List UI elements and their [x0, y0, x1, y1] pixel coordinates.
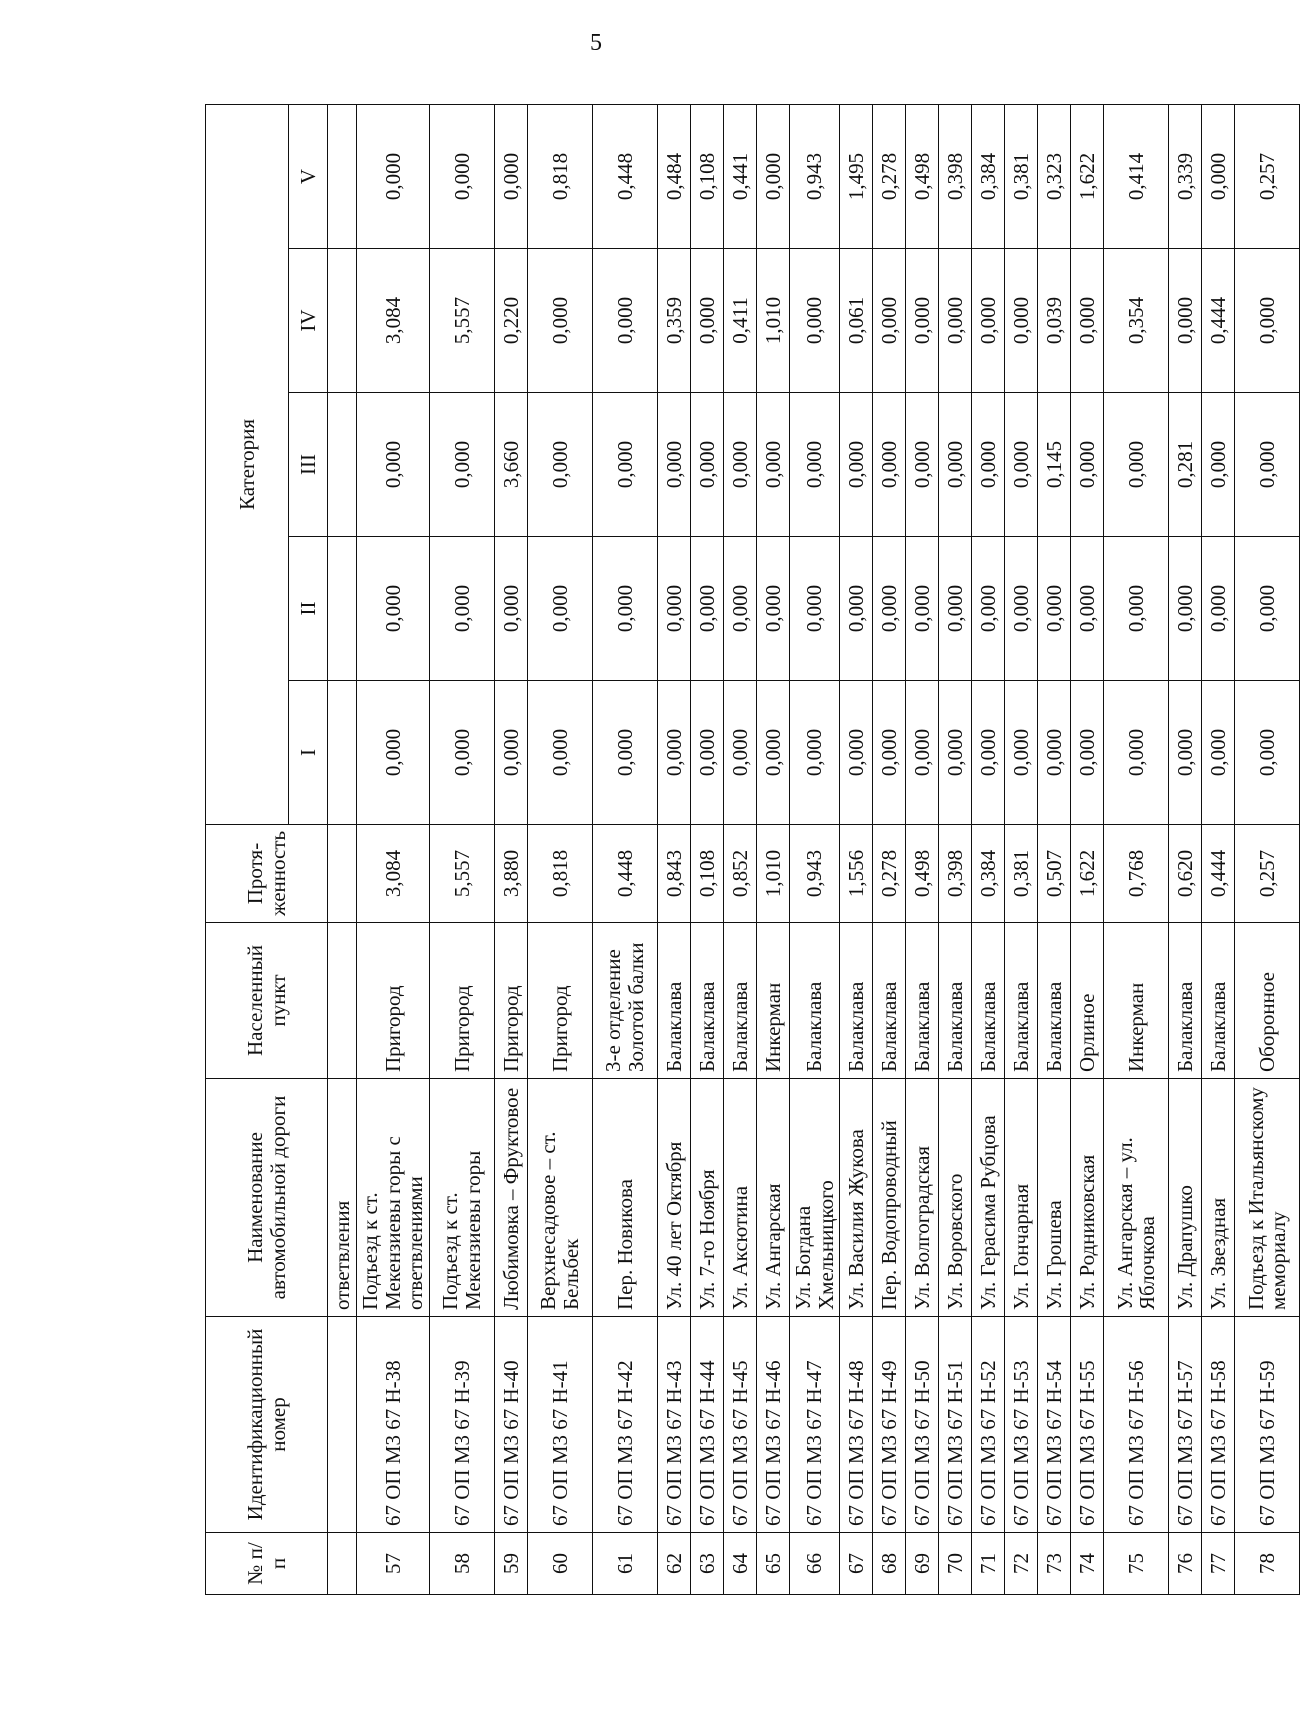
row-cat-4: 0,000: [1235, 249, 1300, 393]
table-row: [873, 104, 906, 1594]
row-cat-4: 0,000: [1169, 249, 1202, 393]
header-row: [206, 104, 289, 1594]
row-place: Балаклава: [1005, 923, 1038, 1079]
row-cat-5: 0,484: [658, 104, 691, 248]
row-cat-2: 0,000: [757, 537, 790, 681]
row-num: 78: [1235, 1533, 1300, 1595]
row-cat-2: 0,000: [906, 537, 939, 681]
row-cat-3: 0,000: [939, 393, 972, 537]
row-id: 67 ОП М3 67 Н-54: [1038, 1317, 1071, 1533]
row-cat-1: 0,000: [1104, 681, 1169, 825]
cat-v-header: V: [289, 104, 328, 248]
row-cat-3: 0,000: [972, 393, 1005, 537]
row-cat-4: 0,000: [939, 249, 972, 393]
row-cat-3: 0,145: [1038, 393, 1071, 537]
row-place: Балаклава: [790, 923, 840, 1079]
row-cat-3: 0,000: [528, 393, 593, 537]
cat-iv-header: IV: [289, 249, 328, 393]
row-cat-1: 0,000: [939, 681, 972, 825]
row-length: 0,381: [1005, 825, 1038, 923]
continuation-text: ответвления: [328, 1079, 357, 1317]
row-cat-5: 0,257: [1235, 104, 1300, 248]
row-id: 67 ОП М3 67 Н-58: [1202, 1317, 1235, 1533]
row-cat-1: 0,000: [1202, 681, 1235, 825]
table-row: [1038, 104, 1071, 1594]
row-name: Верхнесадовое – ст. Бельбек: [528, 1079, 593, 1317]
row-length: 0,507: [1038, 825, 1071, 923]
row-cat-2: 0,000: [1071, 537, 1104, 681]
table-row: [495, 104, 528, 1594]
row-cat-2: 0,000: [972, 537, 1005, 681]
col-place-header: Населенный пункт: [206, 923, 328, 1079]
row-cat-3: 0,000: [1104, 393, 1169, 537]
empty-cell: [328, 104, 357, 248]
row-cat-4: 0,359: [658, 249, 691, 393]
row-cat-3: 0,000: [658, 393, 691, 537]
row-cat-2: 0,000: [430, 537, 495, 681]
row-name: Подъезд к ст. Мекензиевы горы: [430, 1079, 495, 1317]
row-place: Инкерман: [757, 923, 790, 1079]
row-id: 67 ОП М3 67 Н-41: [528, 1317, 593, 1533]
row-length: 0,278: [873, 825, 906, 923]
row-cat-2: 0,000: [1235, 537, 1300, 681]
row-id: 67 ОП М3 67 Н-38: [357, 1317, 430, 1533]
row-length: 1,622: [1071, 825, 1104, 923]
row-cat-2: 0,000: [1005, 537, 1038, 681]
table-row: [1071, 104, 1104, 1594]
row-num: 69: [906, 1533, 939, 1595]
row-place: Балаклава: [1202, 923, 1235, 1079]
row-cat-4: 0,039: [1038, 249, 1071, 393]
row-place: Пригород: [528, 923, 593, 1079]
empty-cell: [328, 923, 357, 1079]
table-row: [1202, 104, 1235, 1594]
row-cat-2: 0,000: [357, 537, 430, 681]
cat-i-header: I: [289, 681, 328, 825]
row-place: Балаклава: [972, 923, 1005, 1079]
row-cat-4: 0,061: [840, 249, 873, 393]
row-id: 67 ОП М3 67 Н-47: [790, 1317, 840, 1533]
row-place: Балаклава: [691, 923, 724, 1079]
row-length: 0,398: [939, 825, 972, 923]
row-num: 77: [1202, 1533, 1235, 1595]
row-num: 71: [972, 1533, 1005, 1595]
row-cat-4: 1,010: [757, 249, 790, 393]
row-cat-5: 0,943: [790, 104, 840, 248]
row-name: Ул. Гончарная: [1005, 1079, 1038, 1317]
row-cat-3: 0,000: [724, 393, 757, 537]
continuation-row: [328, 104, 357, 1594]
row-name: Ул. Волгоградская: [906, 1079, 939, 1317]
row-cat-1: 0,000: [357, 681, 430, 825]
row-length: 0,384: [972, 825, 1005, 923]
row-cat-3: 0,000: [691, 393, 724, 537]
row-cat-5: 0,323: [1038, 104, 1071, 248]
row-cat-1: 0,000: [757, 681, 790, 825]
table-row: [357, 104, 430, 1594]
table-row: [1104, 104, 1169, 1594]
row-cat-2: 0,000: [790, 537, 840, 681]
row-cat-5: 0,818: [528, 104, 593, 248]
row-place: Балаклава: [658, 923, 691, 1079]
row-name: Ул. 7-го Ноября: [691, 1079, 724, 1317]
row-cat-4: 0,411: [724, 249, 757, 393]
row-cat-5: 0,339: [1169, 104, 1202, 248]
row-place: Балаклава: [724, 923, 757, 1079]
row-name: Ул. Василия Жукова: [840, 1079, 873, 1317]
empty-cell: [328, 393, 357, 537]
empty-cell: [328, 825, 357, 923]
row-length: 0,444: [1202, 825, 1235, 923]
row-num: 70: [939, 1533, 972, 1595]
row-name: Любимовка – Фруктовое: [495, 1079, 528, 1317]
row-cat-3: 0,000: [906, 393, 939, 537]
row-length: 0,818: [528, 825, 593, 923]
table-row: [593, 104, 658, 1594]
cat-ii-header: II: [289, 537, 328, 681]
row-cat-4: 0,000: [593, 249, 658, 393]
row-cat-2: 0,000: [658, 537, 691, 681]
row-num: 61: [593, 1533, 658, 1595]
row-name: Пер. Водопроводный: [873, 1079, 906, 1317]
row-cat-1: 0,000: [840, 681, 873, 825]
row-cat-5: 0,000: [357, 104, 430, 248]
row-place: Балаклава: [1169, 923, 1202, 1079]
row-cat-2: 0,000: [1104, 537, 1169, 681]
row-name: Пер. Новикова: [593, 1079, 658, 1317]
row-id: 67 ОП М3 67 Н-48: [840, 1317, 873, 1533]
row-length: 1,010: [757, 825, 790, 923]
row-length: 0,943: [790, 825, 840, 923]
row-id: 67 ОП М3 67 Н-51: [939, 1317, 972, 1533]
row-cat-2: 0,000: [528, 537, 593, 681]
col-name-header: Наименование автомобильной дороги: [206, 1079, 328, 1317]
row-cat-3: 0,000: [873, 393, 906, 537]
row-place: Орлиное: [1071, 923, 1104, 1079]
row-cat-1: 0,000: [1071, 681, 1104, 825]
row-id: 67 ОП М3 67 Н-46: [757, 1317, 790, 1533]
row-id: 67 ОП М3 67 Н-56: [1104, 1317, 1169, 1533]
table-row: [790, 104, 840, 1594]
row-cat-3: 0,000: [593, 393, 658, 537]
row-cat-4: 3,084: [357, 249, 430, 393]
row-cat-5: 0,278: [873, 104, 906, 248]
row-cat-1: 0,000: [593, 681, 658, 825]
row-cat-4: 0,000: [1005, 249, 1038, 393]
row-num: 67: [840, 1533, 873, 1595]
row-name: Ул. Грошева: [1038, 1079, 1071, 1317]
row-name: Ул. Аксютина: [724, 1079, 757, 1317]
row-cat-3: 0,000: [790, 393, 840, 537]
empty-cell: [328, 537, 357, 681]
row-name: Подъезд к Итальянскому мемориалу: [1235, 1079, 1300, 1317]
row-num: 76: [1169, 1533, 1202, 1595]
row-length: 0,620: [1169, 825, 1202, 923]
row-place: Балаклава: [840, 923, 873, 1079]
table-row: [906, 104, 939, 1594]
row-cat-4: 0,354: [1104, 249, 1169, 393]
row-cat-1: 0,000: [430, 681, 495, 825]
row-place: Инкерман: [1104, 923, 1169, 1079]
row-cat-1: 0,000: [1038, 681, 1071, 825]
table-row: [658, 104, 691, 1594]
row-cat-2: 0,000: [691, 537, 724, 681]
row-num: 66: [790, 1533, 840, 1595]
row-cat-3: 0,000: [1005, 393, 1038, 537]
row-cat-1: 0,000: [972, 681, 1005, 825]
row-num: 59: [495, 1533, 528, 1595]
row-cat-2: 0,000: [593, 537, 658, 681]
row-cat-2: 0,000: [724, 537, 757, 681]
row-cat-5: 1,495: [840, 104, 873, 248]
row-cat-1: 0,000: [906, 681, 939, 825]
cat-iii-header: III: [289, 393, 328, 537]
row-num: 75: [1104, 1533, 1169, 1595]
row-length: 0,448: [593, 825, 658, 923]
col-num-header: № п/п: [206, 1533, 328, 1595]
row-length: 0,768: [1104, 825, 1169, 923]
row-cat-4: 0,000: [906, 249, 939, 393]
row-num: 60: [528, 1533, 593, 1595]
row-num: 63: [691, 1533, 724, 1595]
table-row: [430, 104, 495, 1594]
empty-cell: [328, 681, 357, 825]
empty-cell: [328, 1533, 357, 1595]
row-cat-1: 0,000: [873, 681, 906, 825]
row-num: 62: [658, 1533, 691, 1595]
row-cat-4: 0,444: [1202, 249, 1235, 393]
row-name: Ул. 40 лет Октября: [658, 1079, 691, 1317]
row-length: 1,556: [840, 825, 873, 923]
row-num: 73: [1038, 1533, 1071, 1595]
rotated-table-container: [205, 105, 1291, 1595]
row-cat-3: 0,000: [840, 393, 873, 537]
row-id: 67 ОП М3 67 Н-44: [691, 1317, 724, 1533]
table-row: [757, 104, 790, 1594]
row-cat-1: 0,000: [724, 681, 757, 825]
row-id: 67 ОП М3 67 Н-49: [873, 1317, 906, 1533]
row-cat-4: 0,000: [873, 249, 906, 393]
row-id: 67 ОП М3 67 Н-40: [495, 1317, 528, 1533]
row-id: 67 ОП М3 67 Н-45: [724, 1317, 757, 1533]
row-cat-2: 0,000: [1038, 537, 1071, 681]
row-cat-1: 0,000: [658, 681, 691, 825]
row-num: 72: [1005, 1533, 1038, 1595]
row-place: Пригород: [430, 923, 495, 1079]
row-length: 3,084: [357, 825, 430, 923]
row-place: 3-е отделение Золотой балки: [593, 923, 658, 1079]
row-cat-1: 0,000: [1169, 681, 1202, 825]
row-num: 68: [873, 1533, 906, 1595]
row-cat-5: 0,000: [430, 104, 495, 248]
row-length: 0,108: [691, 825, 724, 923]
row-cat-2: 0,000: [873, 537, 906, 681]
row-cat-1: 0,000: [495, 681, 528, 825]
row-id: 67 ОП М3 67 Н-55: [1071, 1317, 1104, 1533]
row-num: 74: [1071, 1533, 1104, 1595]
row-cat-5: 0,398: [939, 104, 972, 248]
row-cat-3: 0,000: [1235, 393, 1300, 537]
row-cat-5: 1,622: [1071, 104, 1104, 248]
row-id: 67 ОП М3 67 Н-39: [430, 1317, 495, 1533]
row-cat-4: 0,220: [495, 249, 528, 393]
row-cat-5: 0,384: [972, 104, 1005, 248]
col-id-header: Идентификационный номер: [206, 1317, 328, 1533]
table-row: [1005, 104, 1038, 1594]
row-name: Ул. Драпушко: [1169, 1079, 1202, 1317]
row-cat-5: 0,381: [1005, 104, 1038, 248]
row-cat-3: 0,281: [1169, 393, 1202, 537]
row-cat-3: 0,000: [1202, 393, 1235, 537]
row-length: 0,852: [724, 825, 757, 923]
page-number: 5: [590, 30, 602, 56]
row-place: Балаклава: [939, 923, 972, 1079]
row-id: 67 ОП М3 67 Н-53: [1005, 1317, 1038, 1533]
row-place: Балаклава: [1038, 923, 1071, 1079]
row-cat-2: 0,000: [495, 537, 528, 681]
row-cat-4: 0,000: [790, 249, 840, 393]
row-id: 67 ОП М3 67 Н-43: [658, 1317, 691, 1533]
empty-cell: [328, 249, 357, 393]
row-length: 5,557: [430, 825, 495, 923]
row-name: Ул. Богдана Хмельницкого: [790, 1079, 840, 1317]
table-row: [528, 104, 593, 1594]
row-id: 67 ОП М3 67 Н-59: [1235, 1317, 1300, 1533]
row-name: Ул. Ангарская: [757, 1079, 790, 1317]
row-cat-4: 5,557: [430, 249, 495, 393]
row-id: 67 ОП М3 67 Н-42: [593, 1317, 658, 1533]
table-row: [972, 104, 1005, 1594]
table-row: [724, 104, 757, 1594]
col-length-header: Протя-женность: [206, 825, 328, 923]
row-length: 0,257: [1235, 825, 1300, 923]
row-place: Балаклава: [873, 923, 906, 1079]
row-cat-3: 0,000: [1071, 393, 1104, 537]
row-cat-4: 0,000: [1071, 249, 1104, 393]
row-place: Пригород: [495, 923, 528, 1079]
col-category-header: Категория: [206, 104, 289, 824]
row-cat-3: 0,000: [430, 393, 495, 537]
row-id: 67 ОП М3 67 Н-50: [906, 1317, 939, 1533]
row-length: 0,498: [906, 825, 939, 923]
row-length: 3,880: [495, 825, 528, 923]
row-cat-5: 0,498: [906, 104, 939, 248]
row-place: Оборонное: [1235, 923, 1300, 1079]
row-cat-2: 0,000: [1169, 537, 1202, 681]
row-cat-3: 3,660: [495, 393, 528, 537]
table-row: [939, 104, 972, 1594]
row-cat-3: 0,000: [757, 393, 790, 537]
row-cat-5: 0,414: [1104, 104, 1169, 248]
table-row: [1235, 104, 1300, 1594]
table-row: [1169, 104, 1202, 1594]
row-id: 67 ОП М3 67 Н-52: [972, 1317, 1005, 1533]
row-num: 57: [357, 1533, 430, 1595]
row-place: Балаклава: [906, 923, 939, 1079]
table-row: [691, 104, 724, 1594]
row-cat-4: 0,000: [972, 249, 1005, 393]
row-cat-4: 0,000: [691, 249, 724, 393]
row-num: 64: [724, 1533, 757, 1595]
empty-cell: [328, 1317, 357, 1533]
row-cat-1: 0,000: [1235, 681, 1300, 825]
row-place: Пригород: [357, 923, 430, 1079]
row-name: Ул. Герасима Рубцова: [972, 1079, 1005, 1317]
row-cat-5: 0,000: [757, 104, 790, 248]
row-cat-4: 0,000: [528, 249, 593, 393]
row-cat-5: 0,000: [495, 104, 528, 248]
row-cat-2: 0,000: [1202, 537, 1235, 681]
roads-table: [205, 104, 1300, 1595]
table-row: [840, 104, 873, 1594]
row-cat-1: 0,000: [691, 681, 724, 825]
row-name: Ул. Родниковская: [1071, 1079, 1104, 1317]
row-cat-5: 0,108: [691, 104, 724, 248]
table-body: [328, 104, 1300, 1594]
row-cat-1: 0,000: [1005, 681, 1038, 825]
row-name: Ул. Воровского: [939, 1079, 972, 1317]
row-cat-1: 0,000: [790, 681, 840, 825]
row-id: 67 ОП М3 67 Н-57: [1169, 1317, 1202, 1533]
row-cat-2: 0,000: [939, 537, 972, 681]
row-num: 65: [757, 1533, 790, 1595]
row-cat-5: 0,448: [593, 104, 658, 248]
row-name: Подъезд к ст. Мекензиевы горы с ответвлениями: [357, 1079, 430, 1317]
row-name: Ул. Звездная: [1202, 1079, 1235, 1317]
row-cat-5: 0,000: [1202, 104, 1235, 248]
row-cat-1: 0,000: [528, 681, 593, 825]
row-length: 0,843: [658, 825, 691, 923]
row-name: Ул. Ангарская – ул. Яблочкова: [1104, 1079, 1169, 1317]
row-num: 58: [430, 1533, 495, 1595]
row-cat-2: 0,000: [840, 537, 873, 681]
row-cat-3: 0,000: [357, 393, 430, 537]
row-cat-5: 0,441: [724, 104, 757, 248]
